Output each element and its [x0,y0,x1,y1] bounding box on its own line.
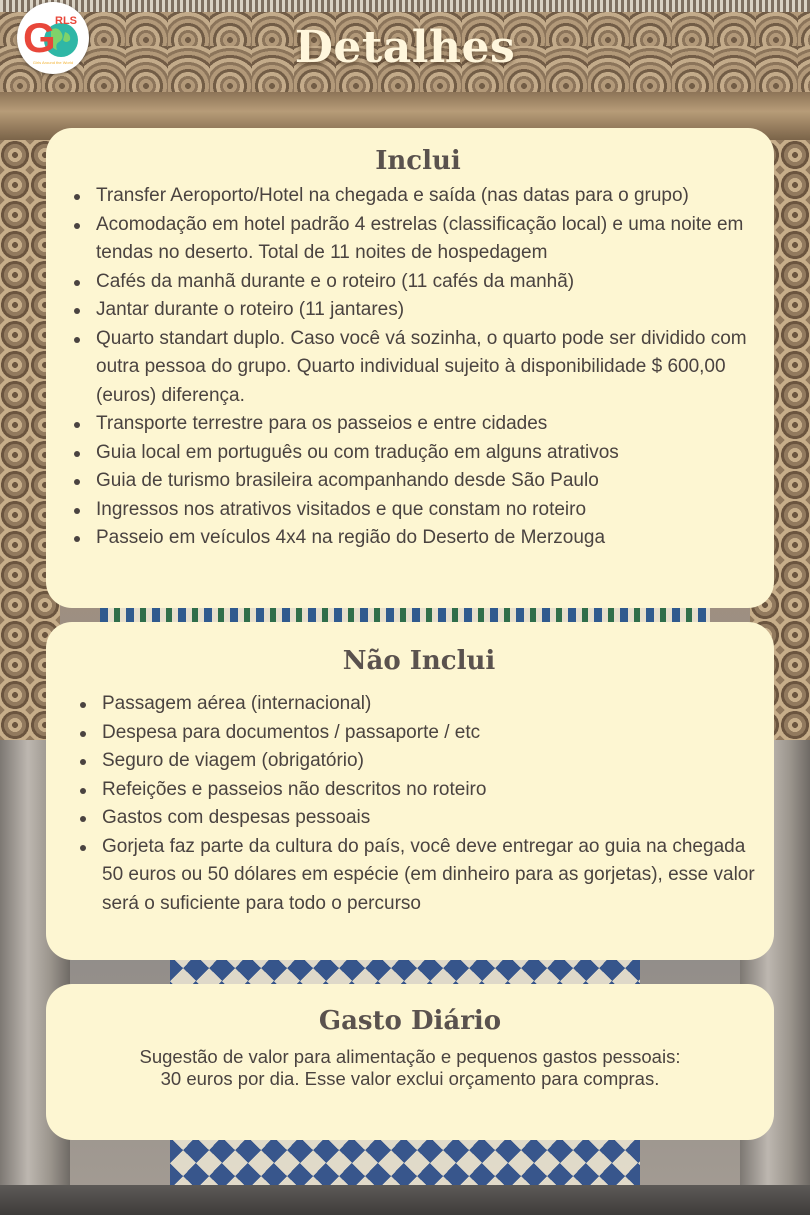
gasto-diario-line-2: 30 euros por dia. Esse valor exclui orçamento para compras. [160,1068,660,1089]
inclui-list [72,182,764,553]
list-item: Quarto standart duplo. Caso você vá sozinha, o quarto pode ser dividido com outra pessoa do grupo. Quarto individual sujeito à disponibilidade $ 600,00 (euros) diferença. [72,325,764,411]
list-item: Gorjeta faz parte da cultura do país, você deve entregar ao guia na chegada 50 euros ou 50 dólares em espécie (em dinheiro para as gorjetas), esse valor será o suficiente para todo o percurso [78,833,760,919]
logo-letter: G [23,14,56,61]
list-item: Passagem aérea (internacional) [78,690,760,719]
list-item: Passeio em veículos 4x4 na região do Deserto de Merzouga [72,524,764,553]
list-item: Seguro de viagem (obrigatório) [78,747,760,776]
gasto-diario-title: Gasto Diário [318,1006,502,1036]
list-item: Cafés da manhã durante e o roteiro (11 cafés da manhã) [72,268,764,297]
list-item: Transfer Aeroporto/Hotel na chegada e saída (nas datas para o grupo) [72,182,764,211]
list-item: Jantar durante o roteiro (11 jantares) [72,296,764,325]
nao-inclui-list [78,690,760,918]
gasto-diario-card [46,984,774,1140]
background-tile-band [100,606,710,622]
list-item: Acomodação em hotel padrão 4 estrelas (classificação local) e uma noite em tendas no deserto. Total de 11 noites de hospedagem [72,211,764,268]
gasto-diario-line-1: Sugestão de valor para alimentação e pequenos gastos pessoais: [139,1046,681,1067]
inclui-title: Inclui [375,146,461,176]
list-item: Guia local em português ou com tradução em alguns atrativos [72,439,764,468]
background-floor [0,1185,810,1215]
list-item: Ingressos nos atrativos visitados e que constam no roteiro [72,496,764,525]
nao-inclui-title: Não Inclui [342,646,496,676]
list-item: Transporte terrestre para os passeios e entre cidades [72,410,764,439]
logo-text: RLS [55,15,77,27]
nao-inclui-card [46,622,774,960]
page-title: Detalhes [294,22,516,73]
list-item: Despesa para documentos / passaporte / etc [78,719,760,748]
list-item: Guia de turismo brasileira acompanhando desde São Paulo [72,467,764,496]
list-item: Gastos com despesas pessoais [78,804,760,833]
background-dots-strip [0,0,810,12]
list-item: Refeições e passeios não descritos no roteiro [78,776,760,805]
logo-tagline: Girls Around the World [32,60,74,65]
inclui-card [46,128,774,608]
